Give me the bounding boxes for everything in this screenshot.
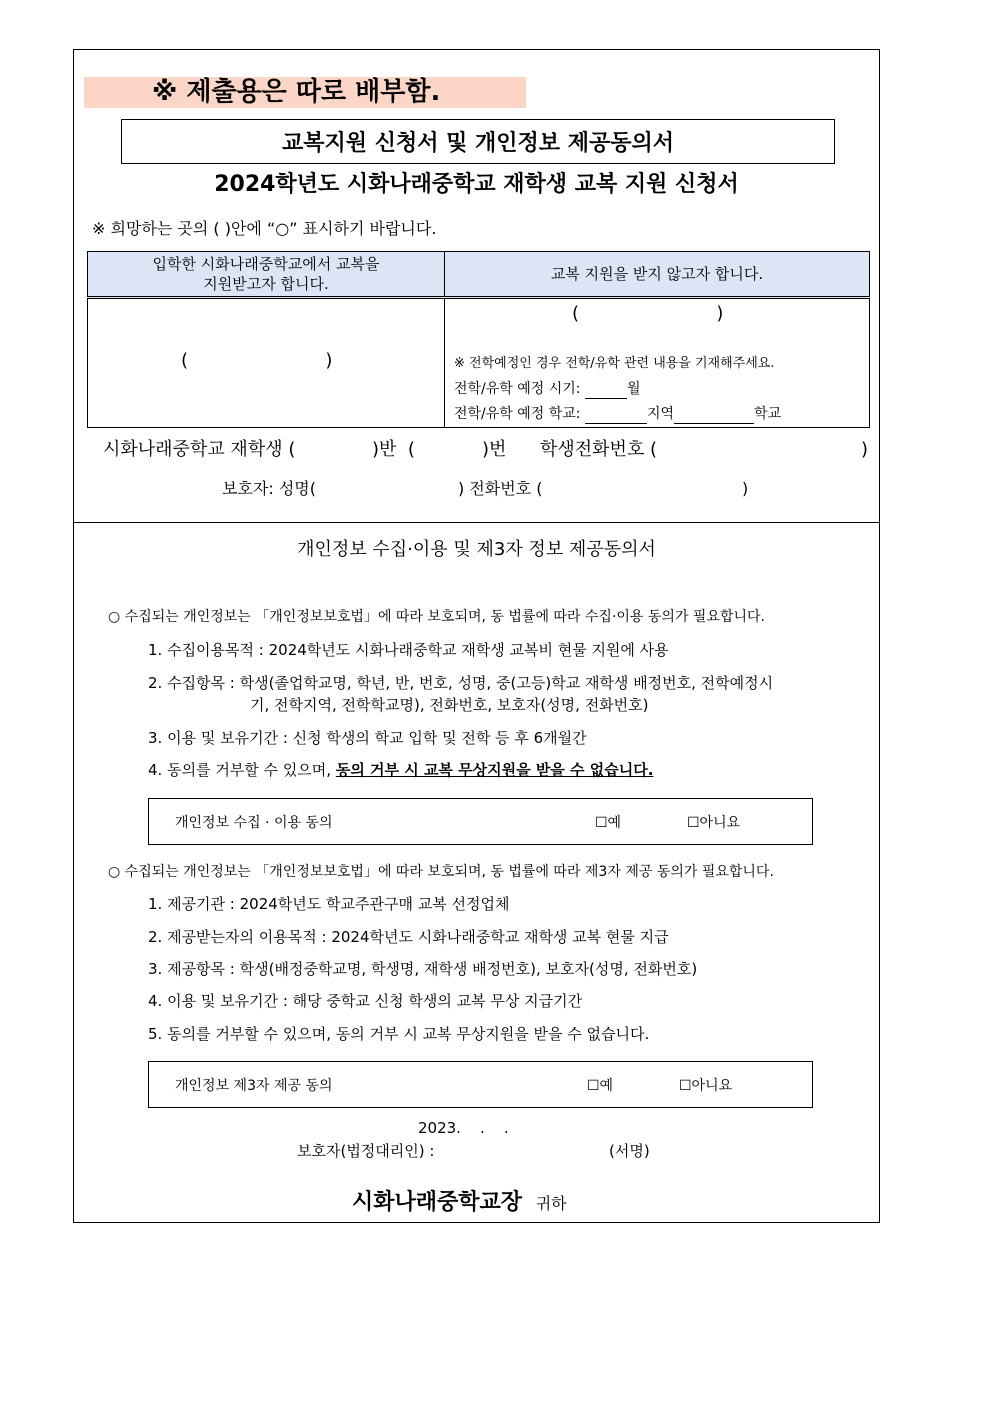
transfer-time-unit: 월 — [626, 381, 641, 397]
option-want-header-line2: 지원받고자 합니다. — [203, 275, 329, 293]
student-phone-close: ) — [861, 439, 869, 460]
section2-item2: 2. 제공받는자의 이용목적 : 2024학년도 시화나래중학교 재학생 교복 현물 지급 — [148, 928, 669, 946]
consent-third-party-yes[interactable]: ☐예 — [587, 1077, 614, 1094]
section1-item1: 1. 수집이용목적 : 2024학년도 시화나래중학교 재학생 교복비 현물 지원에 사용 — [148, 641, 669, 659]
guardian-phone-label: ) 전화번호 ( — [458, 479, 543, 498]
section2-item1: 1. 제공기관 : 2024학년도 학교주관구매 교복 선정업체 — [148, 895, 510, 913]
transfer-time-label: 전학/유학 예정 시기: — [454, 381, 581, 397]
student-number-label: )번 — [482, 439, 507, 460]
transfer-school-label: 전학/유학 예정 학교: — [454, 406, 581, 422]
guardian-name-label: 보호자: 성명( — [222, 479, 316, 498]
option-decline-header-text: 교복 지원을 받지 않고자 합니다. — [550, 265, 764, 283]
instruction-text: ※ 희망하는 곳의 ( )안에 “○” 표시하기 바랍니다. — [92, 219, 437, 238]
section1-item2-line1: 2. 수집항목 : 학생(졸업학교명, 학년, 반, 번호, 성명, 중(고등)학교 재학생 배정번호, 전학예정시 — [148, 674, 774, 692]
notice-text: ※ 제출용은 따로 배부함. — [152, 77, 441, 107]
application-subtitle: 2024학년도 시화나래중학교 재학생 교복 지원 신청서 — [214, 172, 739, 197]
section1-item4 — [148, 760, 653, 780]
option-decline-support-header — [445, 252, 870, 298]
section1-item4-emphasis: 동의 거부 시 교복 무상지원을 받을 수 없습니다. — [335, 761, 654, 779]
transfer-time-row — [454, 379, 641, 399]
privacy-title: 개인정보 수집·이용 및 제3자 정보 제공동의서 — [297, 539, 656, 560]
option-want-mark[interactable]: ( ) — [181, 350, 333, 371]
honorific: 귀하 — [535, 1194, 567, 1213]
date-line: 2023. . . — [418, 1119, 509, 1137]
transfer-region-unit: 지역 — [646, 406, 675, 422]
section1-item3: 3. 이용 및 보유기간 : 신청 학생의 학교 입학 및 전학 등 후 6개월간 — [148, 729, 587, 747]
principal-name: 시화나래중학교장 — [352, 1190, 523, 1215]
section-divider — [73, 522, 880, 523]
section1-item4-plain: 4. 동의를 거부할 수 있으며, — [148, 761, 336, 779]
consent-third-party-no[interactable]: ☐아니요 — [679, 1077, 733, 1094]
consent-collection-label: 개인정보 수집 · 이용 동의 — [175, 814, 333, 831]
principal-addressee — [352, 1188, 567, 1219]
document-title: 교복지원 신청서 및 개인정보 제공동의서 — [121, 119, 835, 164]
transfer-school-unit: 학교 — [754, 406, 782, 422]
option-want-support-header — [88, 252, 445, 298]
consent-box-collection — [148, 798, 813, 845]
transfer-note: ※ 전학예정인 경우 전학/유학 관련 내용을 기재해주세요. — [454, 356, 775, 371]
guardian-phone-close: ) — [742, 479, 749, 498]
option-want-mark-cell[interactable] — [88, 298, 445, 428]
consent-collection-no[interactable]: ☐아니요 — [687, 814, 741, 831]
student-phone-label: 학생전화번호 ( — [540, 439, 658, 460]
option-decline-mark-cell[interactable] — [445, 298, 870, 428]
section2-intro: ○ 수집되는 개인정보는 「개인정보보호법」에 따라 보호되며, 동 법률에 따라 제3자 제공 동의가 필요합니다. — [108, 864, 774, 880]
student-prefix: 시화나래중학교 재학생 ( — [103, 439, 296, 460]
transfer-region-field[interactable] — [585, 407, 647, 424]
section1-intro: ○ 수집되는 개인정보는 「개인정보보호법」에 따라 보호되며, 동 법률에 따라 수집·이용 동의가 필요합니다. — [108, 609, 765, 625]
option-want-header-line1: 입학한 시화나래중학교에서 교복을 — [152, 255, 380, 273]
consent-collection-yes[interactable]: ☐예 — [595, 814, 622, 831]
transfer-time-field[interactable] — [585, 382, 627, 399]
sign-mark[interactable]: (서명) — [609, 1142, 650, 1160]
section2-item4: 4. 이용 및 보유기간 : 해당 중학교 신청 학생의 교복 무상 지급기간 — [148, 992, 583, 1010]
transfer-school-row — [454, 404, 781, 424]
student-class-label: )반 ( — [372, 439, 415, 460]
section1-item2-line2: 기, 전학지역, 전학학교명), 전화번호, 보호자(성명, 전화번호) — [250, 696, 649, 714]
consent-box-third-party — [148, 1061, 813, 1108]
guardian-sign-label: 보호자(법정대리인) : — [297, 1142, 435, 1160]
transfer-school-field[interactable] — [674, 407, 754, 424]
selection-table — [87, 251, 870, 428]
section2-item5: 5. 동의를 거부할 수 있으며, 동의 거부 시 교복 무상지원을 받을 수 없습니다. — [148, 1025, 650, 1043]
consent-third-party-label: 개인정보 제3자 제공 동의 — [175, 1077, 333, 1094]
section2-item3: 3. 제공항목 : 학생(배정중학교명, 학생명, 재학생 배정번호), 보호자(성명, 전화번호) — [148, 960, 698, 978]
option-decline-mark[interactable]: ( ) — [572, 303, 724, 324]
